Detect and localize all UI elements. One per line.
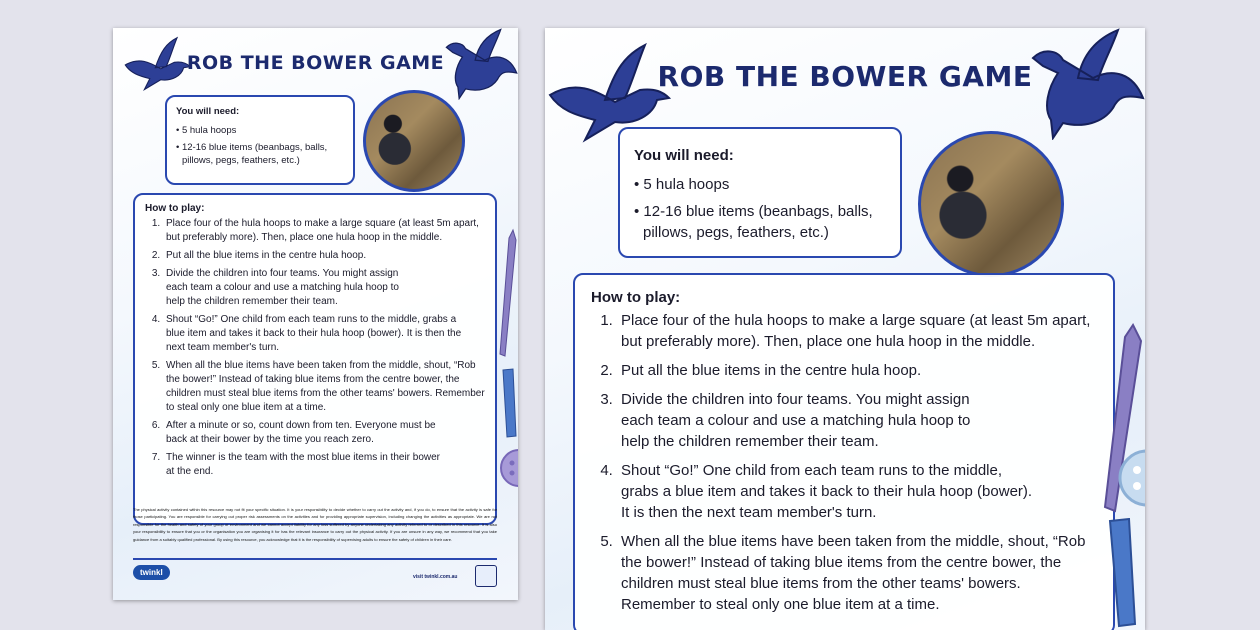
need-item: • 5 hula hoops [634,176,730,193]
step: 5. When all the blue items have been taken from the middle, shout, “Rob the bower!” Instead of taking blue items from the centre bower, the children must steal blue items from the other teams' bowers. Remember to steal only one blue item at a time. [163,359,485,415]
step: 2. Put all the blue items in the centre hula hoop. [163,249,485,263]
step: 5. When all the blue items have been taken from the middle, shout, “Rob the bower!” Instead of taking blue items from the centre bower, the children must steal blue items from the other teams' bowers. Remember to steal only one blue item at a time. [617,531,1097,615]
peg-icon [501,368,517,438]
how-to-play-box [573,273,1115,630]
how-to-play-heading: How to play: [591,289,681,306]
twinkl-logo: twinkl [133,565,170,580]
peg-icon [1107,518,1137,628]
need-item: • 12-16 blue items (beanbags, balls, pillows, pegs, feathers, etc.) [634,203,873,241]
button-icon [1117,448,1145,508]
button-icon [499,448,518,488]
step: 3. Divide the children into four teams. You might assign each team a colour and use a matching hula hoop to help the children remember their team. [163,267,416,309]
footer-divider [133,558,497,560]
step: 6. After a minute or so, count down from ten. Everyone must be back at their bower by the time you reach zero. [163,419,446,447]
page-thumbnail[interactable] [113,28,518,600]
pencil-icon [499,228,517,358]
need-item: • 5 hula hoops [176,125,237,136]
quality-badge-icon [475,565,497,587]
child-photo [363,90,465,192]
step: 1. Place four of the hula hoops to make a large square (at least 5m apart, but preferably more). Then, place one hula hoop in the middle. [163,217,485,245]
you-will-need-heading: You will need: [176,106,240,117]
step: 2. Put all the blue items in the centre hula hoop. [617,360,1097,381]
safety-disclaimer: The physical activity contained within this resource may not fit your specific situation. It is your responsibility to decide whether to carry out the activity and, if you do, to ensure that the activity is safe for those participating. You are responsible for carrying out proper risk assessments on the activities and for providing appropriate supervision, including changing the activities as appropriate. We are not responsible for the health and safety of your group or environment and we cannot accept liability for any loss suffered by anyone undertaking any activity referred to or described in this resource. It is also your responsibility to ensure that you or the organisation you are organising it for has the relevant insurance to carry out the physical activity. If you are unsure in any way, we recommend that you take guidance from a suitably qualified professional. By using this resource, you acknowledge that it is the responsibility of supervising adults to ensure the safety of children in their care. [133,507,497,542]
step: 7. The winner is the team with the most blue items in their bower at the end. [163,451,446,479]
step: 4. Shout “Go!” One child from each team runs to the middle, grabs a blue item and takes it back to their hula hoop (bower). It is then the next team member's turn. [617,460,1041,523]
you-will-need-heading: You will need: [634,147,734,164]
website-link[interactable]: visit twinkl.com.au [413,574,458,580]
page-title: ROB THE BOWER GAME [657,60,1033,93]
how-to-play-box [133,193,497,525]
page-preview [545,28,1145,630]
child-photo [918,131,1064,277]
you-will-need-box [618,127,902,258]
step: 3. Divide the children into four teams. You might assign each team a colour and use a matching hula hoop to help the children remember their team. [617,389,981,452]
step: 4. Shout “Go!” One child from each team runs to the middle, grabs a blue item and takes it back to their hula hoop (bower). It is then the next team member's turn. [163,313,466,355]
you-will-need-box [165,95,355,185]
page-title: ROB THE BOWER GAME [186,52,445,74]
how-to-play-heading: How to play: [145,203,205,214]
need-item: • 12-16 blue items (beanbags, balls, pillows, pegs, feathers, etc.) [176,142,328,166]
step: 1. Place four of the hula hoops to make a large square (at least 5m apart, but preferably more). Then, place one hula hoop in the middle. [617,310,1097,352]
